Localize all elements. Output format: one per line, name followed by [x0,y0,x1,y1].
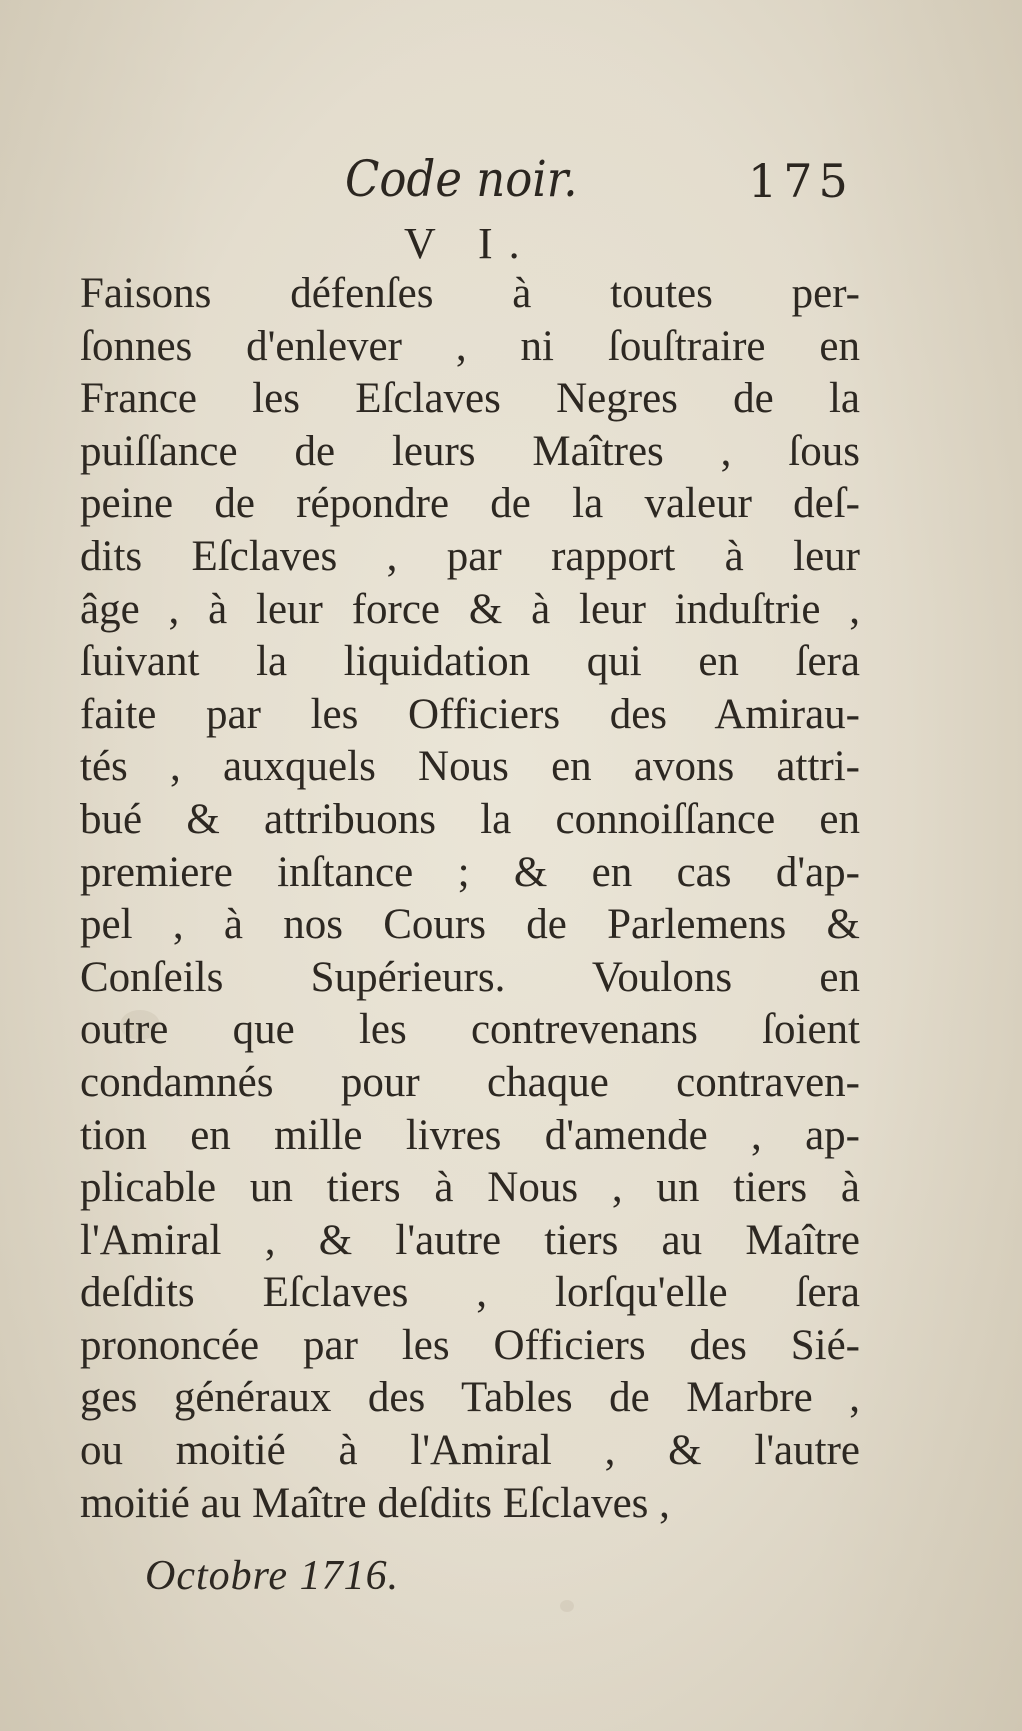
text-line: peine de répondre de la valeur deſ- [80,480,860,528]
text-line: âge , à leur force & à leur induſtrie , [80,585,860,633]
text-line: prononcée par les Officiers des Sié- [80,1321,860,1369]
text-line: premiere inſtance ; & en cas d'ap- [80,848,860,896]
text-line: puiſſance de leurs Maîtres , ſous [80,427,860,475]
text-line: l'Amiral , & l'autre tiers au Maître [80,1216,860,1264]
text-line: deſdits Eſclaves , lorſqu'elle ſera [80,1269,860,1317]
text-line: Faisons défenſes à toutes per- [80,270,860,317]
date-note: Octobre 1716. [145,1553,400,1599]
page-number: 175 [748,154,854,208]
text-line: condamnés pour chaque contraven- [80,1058,860,1106]
text-line: faite par les Officiers des Amirau- [80,690,860,738]
text-line: outre que les contrevenans ſoient [80,1006,860,1054]
text-line: moitié au Maître deſdits Eſclaves , [80,1479,670,1527]
text-line: plicable un tiers à Nous , un tiers à [80,1164,860,1212]
text-line: tés , auxquels Nous en avons attri- [80,743,860,791]
section-number: V I. [404,219,536,268]
text-line: ges généraux des Tables de Marbre , [80,1374,860,1422]
paper-stain [560,1600,574,1612]
text-line: pel , à nos Cours de Parlemens & [80,901,860,949]
text-line: ou moitié à l'Amiral , & l'autre [80,1427,860,1475]
running-head [0,150,1022,220]
text-line: ſuivant la liquidation qui en ſera [80,638,860,686]
running-head-title: Code noir. [345,150,578,208]
article-text [80,268,860,1530]
text-line: ſonnes d'enlever , ni ſouſtraire en [80,322,860,370]
text-line: bué & attribuons la connoiſſance en [80,795,860,843]
text-line: tion en mille livres d'amende , ap- [80,1111,860,1159]
text-line: France les Eſclaves Negres de la [80,375,860,423]
text-line: dits Eſclaves , par rapport à leur [80,532,860,580]
text-line: Conſeils Supérieurs. Voulons en [80,953,860,1001]
